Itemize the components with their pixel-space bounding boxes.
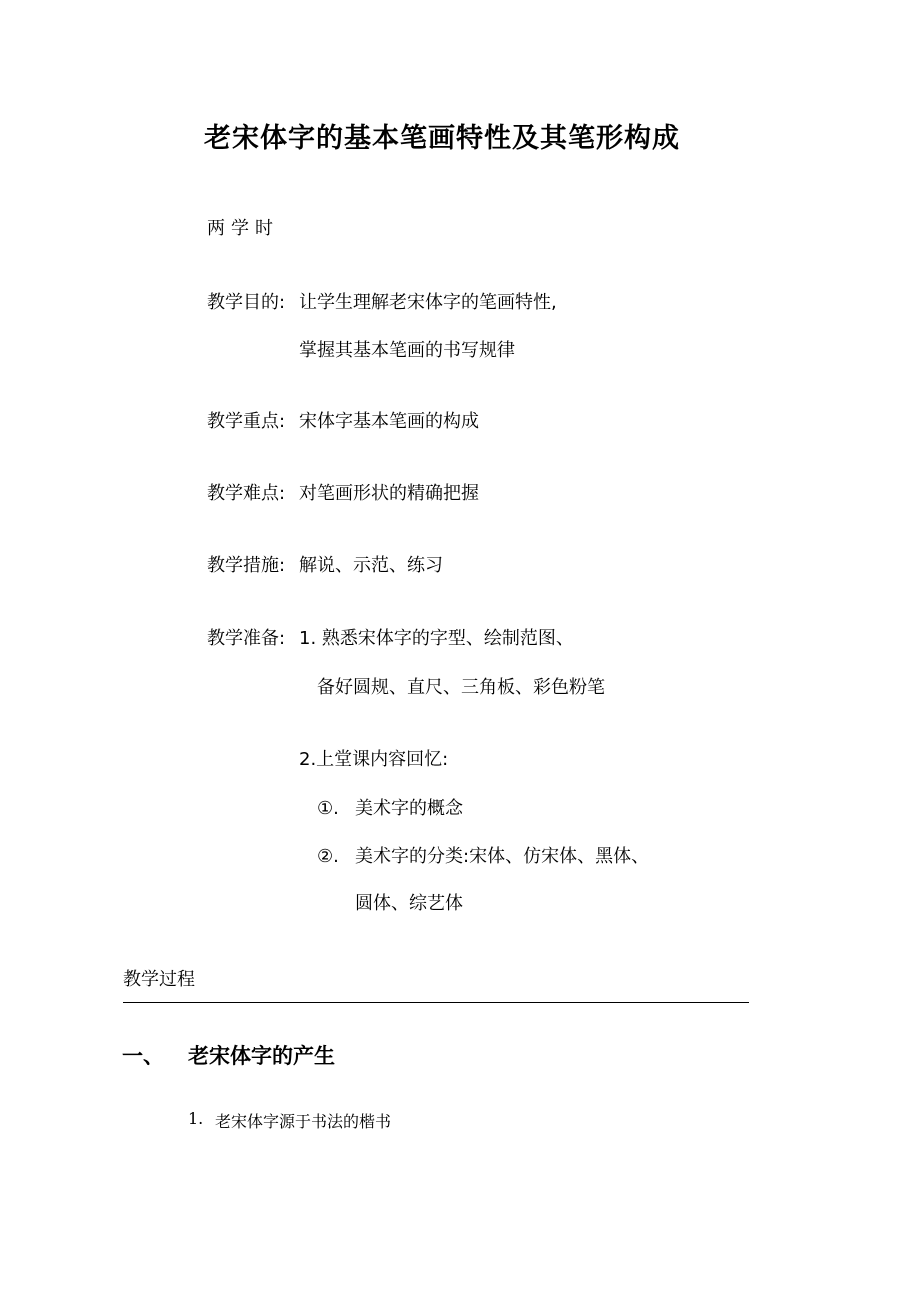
difficulty-text: 对笔画形状的精确把握 — [299, 483, 479, 504]
preparation-item-1-line-1: 1. 熟悉宋体字的字型、绘制范图、 — [299, 628, 574, 649]
review-item-2-cont: 圆体、综艺体 — [355, 893, 463, 914]
measures-label: 教学措施: — [207, 555, 286, 576]
review-marker-1: ①. — [317, 798, 339, 819]
focus-text: 宋体字基本笔画的构成 — [299, 411, 479, 432]
review-marker-2: ②. — [317, 846, 339, 867]
measures-text: 解说、示范、练习 — [299, 555, 443, 576]
document-title: 老宋体字的基本笔画特性及其笔形构成 — [204, 123, 680, 154]
objective-line-2: 掌握其基本笔画的书写规律 — [299, 340, 515, 361]
review-item-2: 美术字的分类:宋体、仿宋体、黑体、 — [355, 846, 650, 867]
difficulty-label: 教学难点: — [207, 483, 286, 504]
objective-label: 教学目的: — [207, 292, 286, 313]
review-item-1: 美术字的概念 — [355, 798, 463, 819]
horizontal-rule — [123, 1002, 749, 1003]
objective-line-1: 让学生理解老宋体字的笔画特性, — [299, 292, 557, 313]
section-1-item-1-text: 老宋体字源于书法的楷书 — [215, 1112, 392, 1131]
preparation-item-1-line-2: 备好圆规、直尺、三角板、彩色粉笔 — [317, 677, 605, 698]
section-1-item-1-number: 1. — [188, 1109, 204, 1128]
section-1-title: 老宋体字的产生 — [188, 1044, 335, 1068]
process-label: 教学过程 — [123, 969, 195, 990]
preparation-label: 教学准备: — [207, 628, 286, 649]
preparation-item-2: 2.上堂课内容回忆: — [299, 749, 449, 770]
section-1-number: 一、 — [122, 1044, 164, 1068]
focus-label: 教学重点: — [207, 411, 286, 432]
class-hours: 两学时 — [207, 218, 279, 239]
